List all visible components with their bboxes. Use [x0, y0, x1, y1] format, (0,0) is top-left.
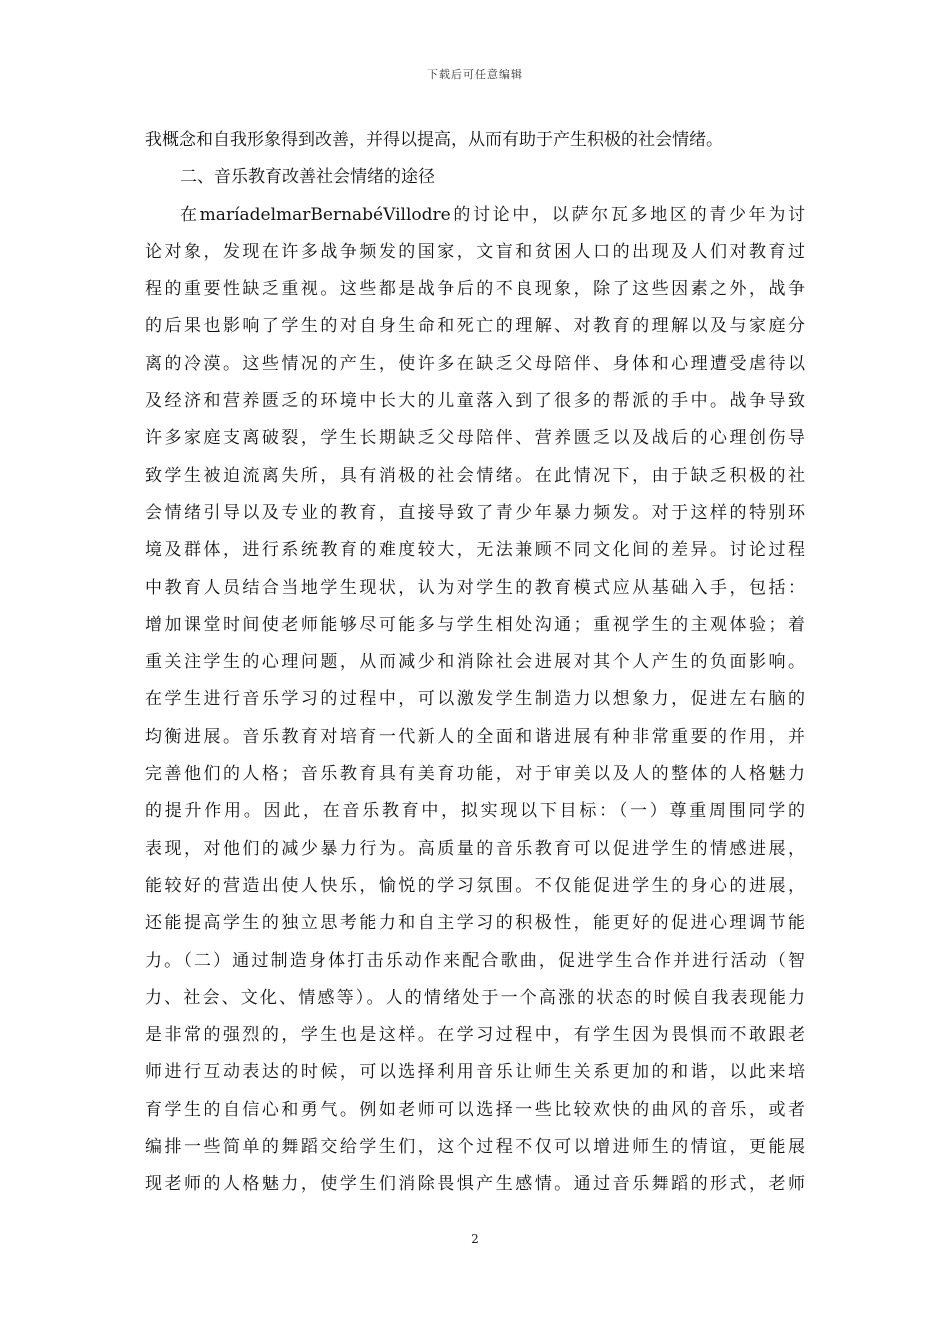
paragraph-line: 的提升作用。因此，在音乐教育中，拟实现以下目标：（一）尊重周围同学的 [145, 801, 805, 822]
paragraph-line: 力、社会、文化、情感等）。人的情绪处于一个高涨的状态的时候自我表现能力 [145, 987, 805, 1008]
paragraph-line: 致学生被迫流离失所，具有消极的社会情绪。在此情况下，由于缺乏积极的社 [145, 465, 805, 486]
paragraph-line: 论对象，发现在许多战争频发的国家，文盲和贫困人口的出现及人们对教育过 [145, 241, 805, 262]
paragraph-line: 许多家庭支离破裂，学生长期缺乏父母陪伴、营养匮乏以及战后的心理创伤导 [145, 428, 805, 449]
paragraph-line: 还能提高学生的独立思考能力和自主学习的积极性，能更好的促进心理调节能 [145, 913, 805, 934]
paragraph-line: 完善他们的人格；音乐教育具有美育功能，对于审美以及人的整体的人格魅力 [145, 764, 805, 785]
paragraph-line: 现老师的人格魅力，使学生们消除畏惧产生感情。通过音乐舞蹈的形式，老师 [145, 1174, 805, 1195]
paragraph-line: 表现，对他们的减少暴力行为。高质量的音乐教育可以促进学生的情感进展， [145, 838, 805, 859]
paragraph-line: 力。（二）通过制造身体打击乐动作来配合歌曲，促进学生合作并进行活动（智 [145, 950, 805, 971]
paragraph-line: 会情绪引导以及专业的教育，直接导致了青少年暴力频发。对于这样的特别环 [145, 502, 805, 523]
paragraph-line: 是非常的强烈的，学生也是这样。在学习过程中，有学生因为畏惧而不敢跟老 [145, 1025, 805, 1046]
paragraph-line: 重关注学生的心理问题，从而减少和消除社会进展对其个人产生的负面影响。 [145, 652, 805, 673]
paragraph-line: 的后果也影响了学生的对自身生命和死亡的理解、对教育的理解以及与家庭分 [145, 316, 805, 337]
paragraph-line: 育学生的自信心和勇气。例如老师可以选择一些比较欢快的曲风的音乐，或者 [145, 1099, 805, 1120]
paragraph-line: 编排一些简单的舞蹈交给学生们，这个过程不仅可以增进师生的情谊，更能展 [145, 1137, 805, 1158]
page-header: 下载后可任意编辑 [427, 68, 523, 81]
paragraph-line: 均衡进展。音乐教育对培育一代新人的全面和谐进展有种非常重要的作用，并 [145, 726, 805, 747]
section-heading: 二、音乐教育改善社会情绪的途径 [180, 167, 435, 188]
paragraph-line: 境及群体，进行系统教育的难度较大，无法兼顾不同文化间的差异。讨论过程 [145, 540, 805, 561]
paragraph-line: 增加课堂时间使老师能够尽可能多与学生相处沟通；重视学生的主观体验；着 [145, 614, 805, 635]
document-body [145, 122, 805, 1204]
paragraph-line: 我概念和自我形象得到改善，并得以提高，从而有助于产生积极的社会情绪。 [145, 130, 723, 150]
paragraph-line: 在学生进行音乐学习的过程中，可以激发学生制造力以想象力，促进左右脑的 [145, 689, 805, 710]
paragraph-line: 能较好的营造出使人快乐，愉悦的学习氛围。不仅能促进学生的身心的进展， [145, 875, 805, 896]
paragraph-line: 程的重要性缺乏重视。这些都是战争后的不良现象，除了这些因素之外，战争 [145, 279, 805, 300]
paragraph-line: 及经济和营养匮乏的环境中长大的儿童落入到了很多的帮派的手中。战争导致 [145, 391, 805, 412]
paragraph-line: 离的冷漠。这些情况的产生，使许多在缺乏父母陪伴、身体和心理遭受虐待以 [145, 353, 805, 374]
paragraph-line: 师进行互动表达的时候，可以选择利用音乐让师生关系更加的和谐，以此来培 [145, 1062, 805, 1083]
paragraph-line: 中教育人员结合当地学生现状，认为对学生的教育模式应从基础入手，包括： [145, 577, 805, 598]
paragraph-line: 在maríadelmarBernabéVillodre的讨论中，以萨尔瓦多地区的青少年为讨 [180, 204, 805, 225]
page-number: 2 [471, 1232, 479, 1246]
